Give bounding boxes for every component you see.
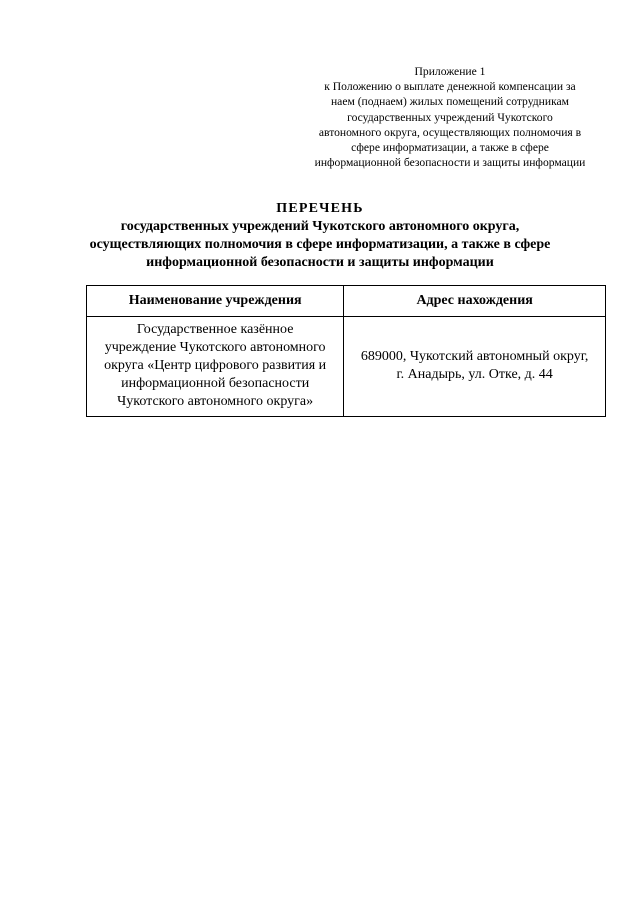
table-row	[87, 317, 606, 417]
institution-address-cell	[344, 317, 606, 417]
institution-address-line: г. Анадырь, ул. Отке, д. 44	[396, 367, 553, 382]
institution-name-cell	[87, 317, 344, 417]
institution-name-line: Государственное казённое	[136, 322, 294, 337]
appendix-line: автономного округа, осуществляющих полномочия в	[318, 125, 582, 139]
subtitle-line: государственных учреждений Чукотского автономного округа,	[120, 219, 520, 234]
document-heading	[60, 200, 580, 272]
subtitle-line: информационной безопасности и защиты информации	[146, 255, 494, 270]
appendix-line: информационной безопасности и защиты информации	[314, 156, 586, 170]
appendix-line: сфере информатизации, а также в сфере	[351, 141, 549, 155]
appendix-line: государственных учреждений Чукотского	[347, 110, 553, 124]
appendix-line: к Положению о выплате денежной компенсации за	[324, 80, 576, 94]
institutions-table	[86, 285, 606, 417]
appendix-note	[295, 64, 605, 170]
institution-address-line: 689000, Чукотский автономный округ,	[360, 349, 589, 364]
institution-name-line: Чукотского автономного округа»	[117, 394, 314, 409]
institution-name-line: учреждение Чукотского автономного	[104, 340, 326, 355]
appendix-line: Приложение 1	[414, 65, 486, 78]
table-header-row	[87, 286, 606, 317]
column-header-name: Наименование учреждения	[87, 286, 344, 317]
column-header-address: Адрес нахождения	[344, 286, 606, 317]
appendix-line: наем (поднаем) жилых помещений сотрудникам	[330, 95, 570, 109]
document-subtitle	[60, 218, 580, 272]
subtitle-line: осуществляющих полномочия в сфере информатизации, а также в сфере	[89, 237, 551, 252]
institution-name-line: округа «Центр цифрового развития и	[104, 358, 327, 373]
institution-name-line: информационной безопасности	[121, 376, 310, 391]
document-title: ПЕРЕЧЕНЬ	[276, 201, 364, 216]
